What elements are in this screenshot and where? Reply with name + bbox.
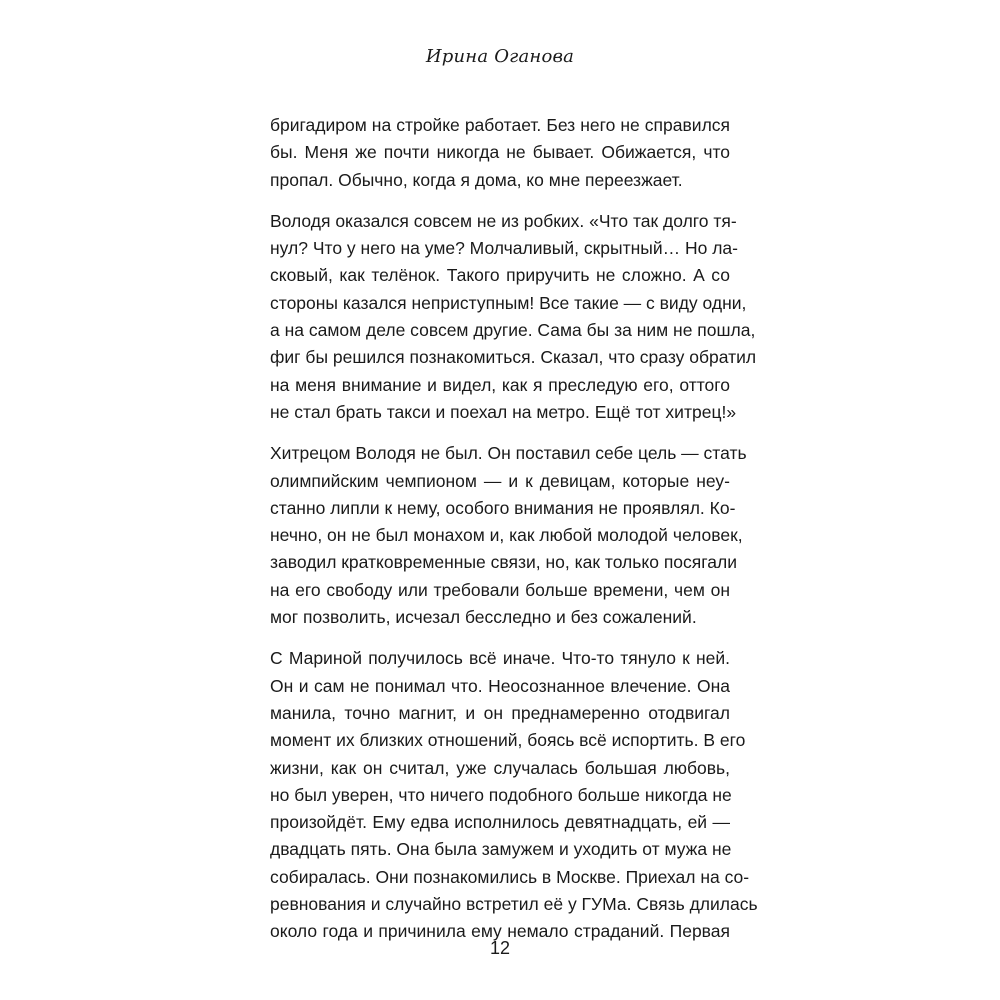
text-line: сковый, как телёнок. Такого приручить не сложно. А со	[270, 265, 730, 286]
text-line: не стал брать такси и поехал на метро. Ещё тот хитрец!»	[270, 401, 737, 422]
text-line: С Мариной получилось всё иначе. Что-то тянуло к ней.	[270, 648, 730, 669]
running-header-author: Ирина Оганова	[425, 46, 575, 67]
text-line: пропал. Обычно, когда я дома, ко мне переезжает.	[270, 169, 683, 190]
paragraph	[270, 645, 758, 945]
text-line: олимпийским чемпионом — и к девицам, которые неу-	[270, 470, 730, 491]
text-line: станно липли к нему, особого внимания не проявлял. Ко-	[270, 497, 736, 518]
text-line: но был уверен, что ничего подобного больше никогда не	[270, 784, 732, 805]
text-line: бригадиром на стройке работает. Без него не справился	[270, 115, 730, 135]
page-number: 12	[489, 938, 511, 958]
text-line: бы. Меня же почти никогда не бывает. Обижается, что	[270, 142, 730, 163]
text-line: мог позволить, исчезал бесследно и без сожалений.	[270, 607, 697, 628]
text-line: произойдёт. Ему едва исполнилось девятнадцать, ей —	[270, 812, 730, 833]
text-line: ревнования и случайно встретил её у ГУМа. Связь длилась	[270, 894, 758, 915]
text-line: стороны казался неприступным! Все такие — с виду одни,	[270, 292, 747, 313]
text-line: а на самом деле совсем другие. Сама бы за ним не пошла,	[270, 320, 756, 341]
text-line: на меня внимание и видел, как я преследую его, оттого	[270, 374, 730, 395]
text-line: нул? Что у него на уме? Молчаливый, скрытный… Но ла-	[270, 238, 738, 259]
text-line: манила, точно магнит, и он преднамеренно отодвигал	[270, 702, 730, 723]
text-line: жизни, как он считал, уже случалась большая любовь,	[270, 757, 730, 778]
text-line: момент их близких отношений, боясь всё испортить. В его	[270, 730, 746, 751]
text-line: Он и сам не понимал что. Неосознанное влечение. Она	[270, 675, 730, 696]
text-line: нечно, он не был монахом и, как любой молодой человек,	[270, 525, 743, 546]
page-body	[270, 112, 758, 960]
text-line: заводил кратковременные связи, но, как только посягали	[270, 552, 737, 573]
paragraph	[270, 440, 747, 631]
paragraph	[270, 208, 757, 426]
text-line: на его свободу или требовали больше времени, чем он	[270, 579, 730, 600]
text-line: фиг бы решился познакомиться. Сказал, что сразу обратил	[270, 347, 757, 368]
text-line: около года и причинила ему немало страданий. Первая	[270, 921, 730, 942]
text-line: собиралась. Они познакомились в Москве. Приехал на со-	[270, 866, 750, 887]
text-line: Володя оказался совсем не из робких. «Что так долго тя-	[270, 210, 737, 231]
paragraph	[270, 112, 730, 194]
text-line: Хитрецом Володя не был. Он поставил себе цель — стать	[270, 443, 747, 464]
text-line: двадцать пять. Она была замужем и уходить от мужа не	[270, 839, 732, 860]
